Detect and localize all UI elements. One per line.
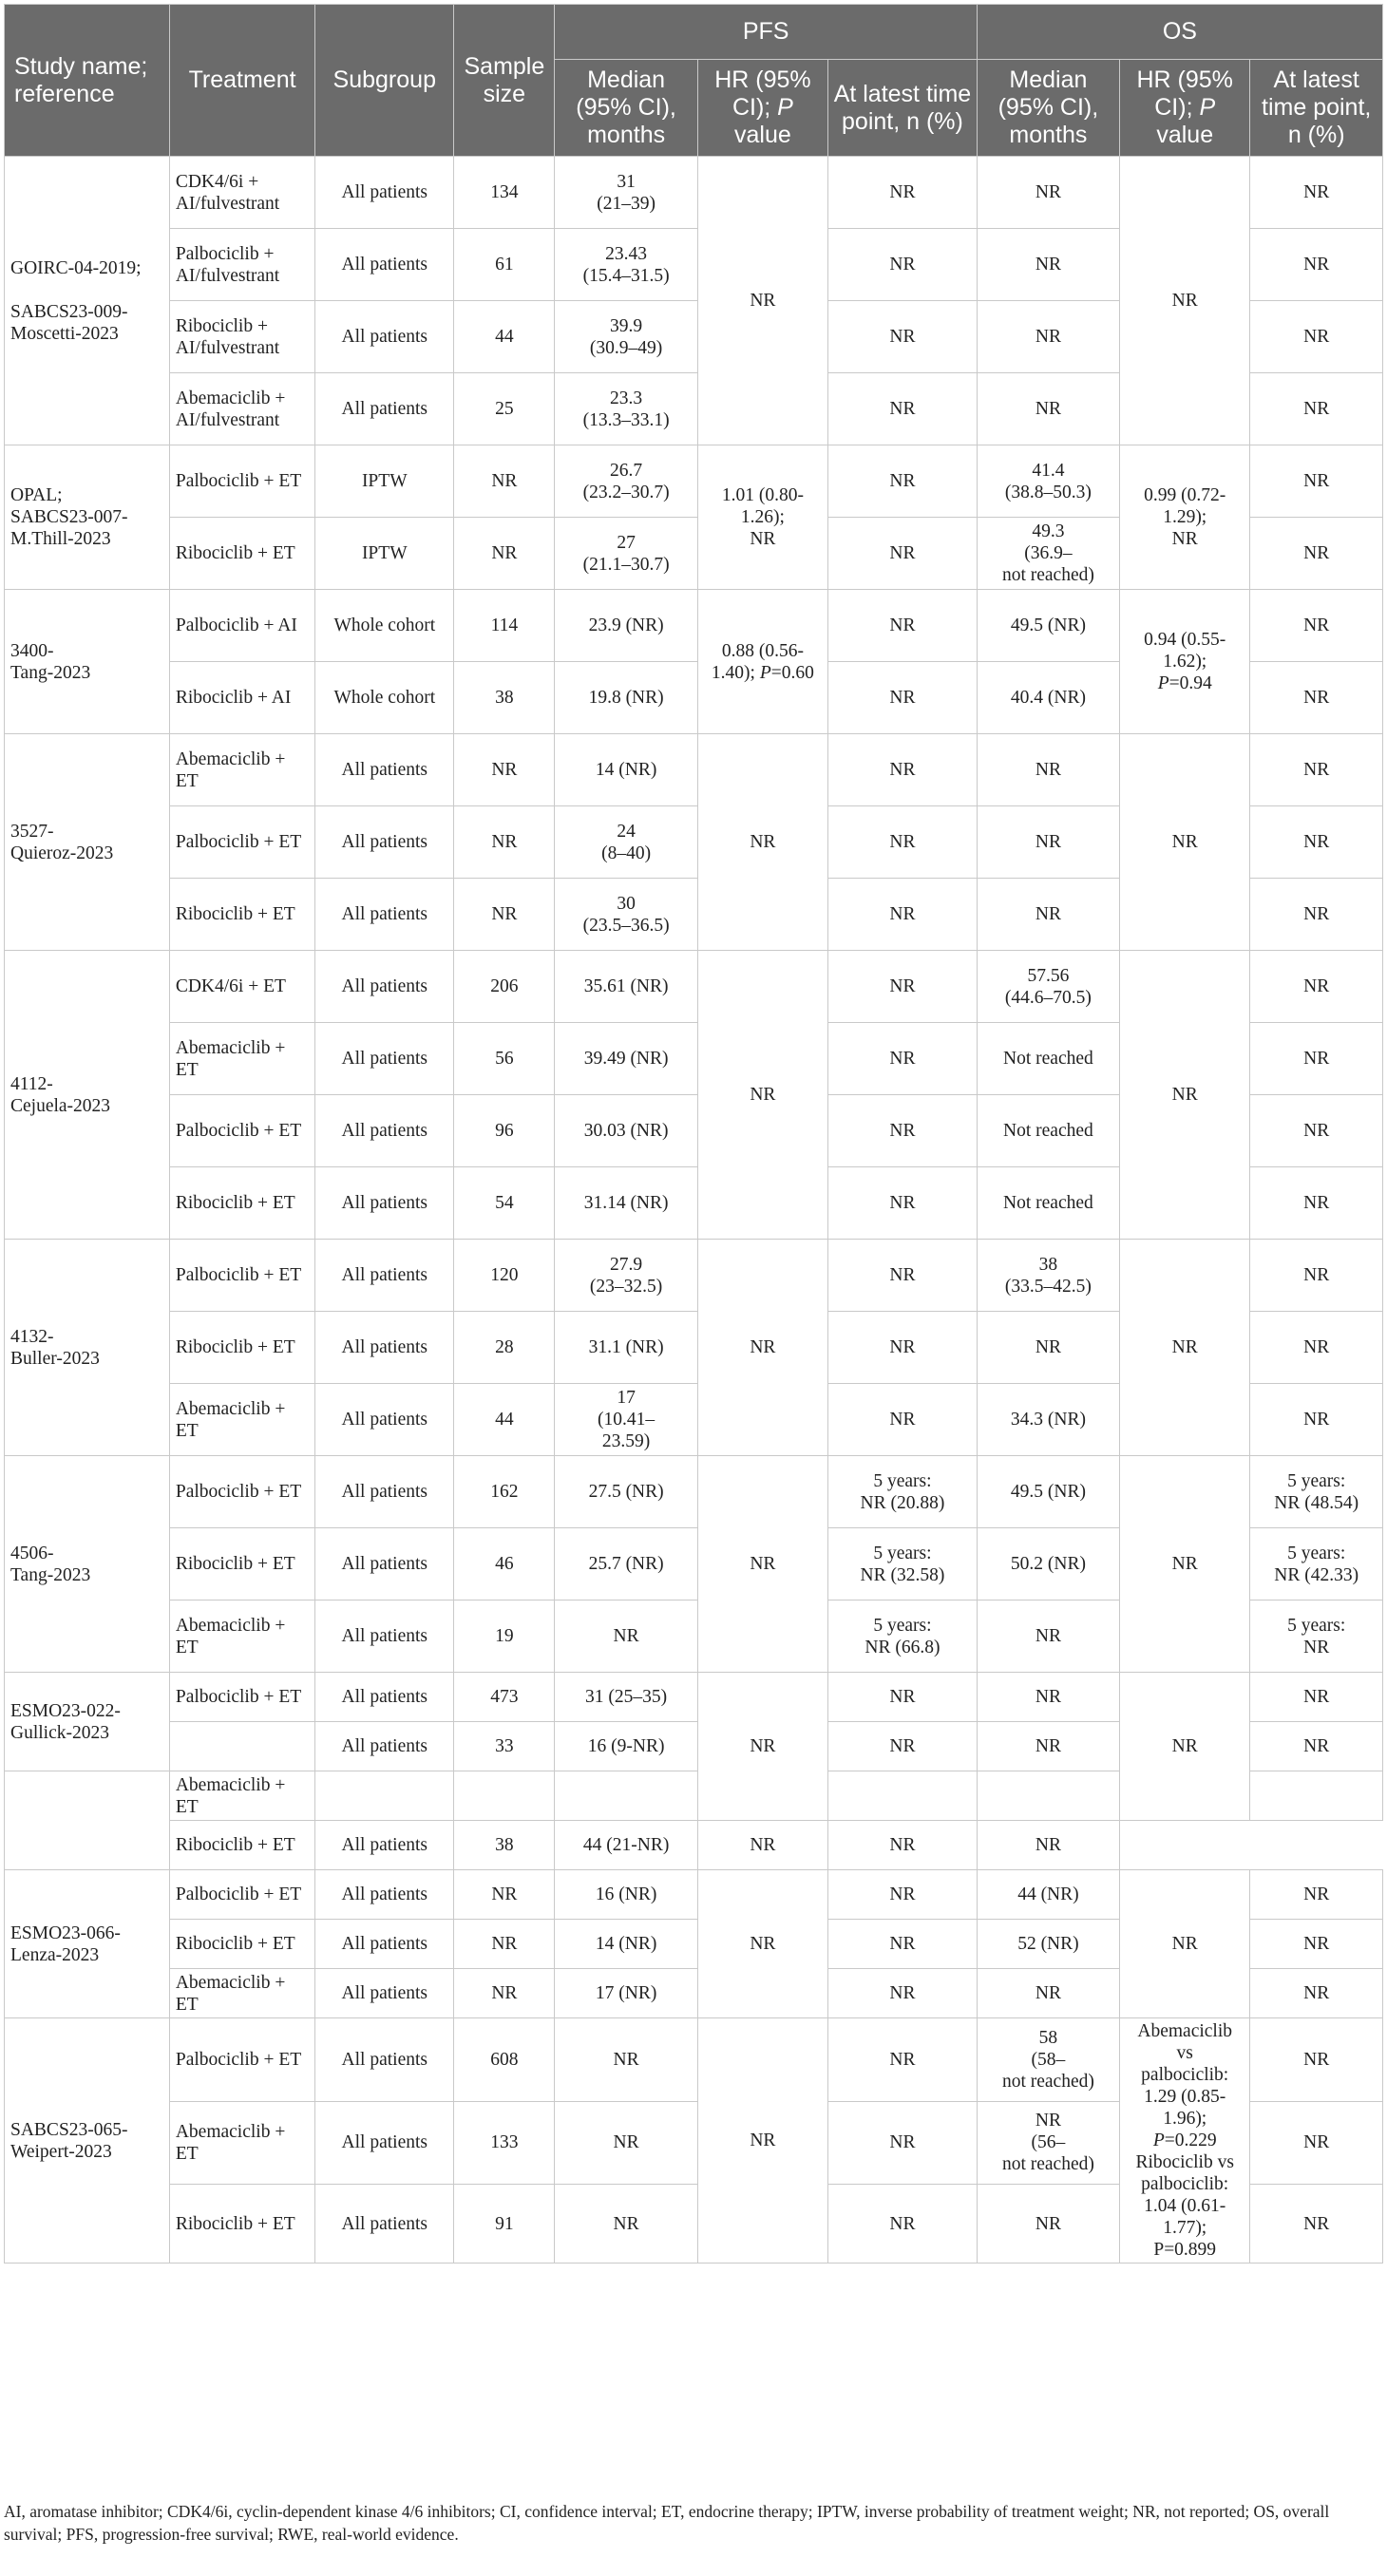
pfs-median-cell: NR: [555, 1601, 697, 1673]
header-os-hr: HR (95% CI); P value: [1120, 60, 1250, 157]
sample-size-cell: 38: [454, 662, 555, 734]
sample-size-cell: 54: [454, 1167, 555, 1240]
treatment-cell: CDK4/6i + ET: [169, 951, 314, 1023]
os-median-cell: NR: [977, 1969, 1119, 2018]
pfs-median-cell: 16 (9-NR): [555, 1722, 697, 1771]
os-median-cell: NR: [977, 157, 1119, 229]
study-name-cell: 4132- Buller-2023: [5, 1240, 170, 1456]
treatment-cell: Ribociclib + AI/fulvestrant: [169, 301, 314, 373]
subgroup-cell: All patients: [315, 373, 454, 445]
pfs-latest-cell: NR: [697, 1821, 827, 1870]
sample-size-cell: 46: [454, 1528, 555, 1601]
os-median-cell: NR: [977, 229, 1119, 301]
sample-size-cell: NR: [454, 734, 555, 806]
os-latest-cell: NR: [1250, 734, 1383, 806]
sample-size-cell: NR: [454, 518, 555, 590]
os-median-cell: 38 (33.5–42.5): [977, 1240, 1119, 1312]
os-median-cell: NR: [977, 734, 1119, 806]
pfs-median-cell: NR: [555, 2101, 697, 2185]
pfs-median-cell: 26.7 (23.2–30.7): [555, 445, 697, 518]
subgroup-cell: All patients: [315, 229, 454, 301]
pfs-latest-cell: 5 years: NR (20.88): [828, 1456, 978, 1528]
treatment-cell: Abemaciclib + ET: [169, 2101, 314, 2185]
table-row: [5, 1456, 1383, 1528]
sample-size-cell: NR: [454, 1969, 555, 2018]
pfs-median-cell: 23.3 (13.3–33.1): [555, 373, 697, 445]
os-hr-cell: 0.99 (0.72- 1.29); NR: [1120, 445, 1250, 590]
treatment-cell: Ribociclib + ET: [169, 518, 314, 590]
table-row: [5, 157, 1383, 229]
treatment-cell: Abemaciclib + ET: [169, 1601, 314, 1673]
subgroup-cell: All patients: [315, 1167, 454, 1240]
pfs-hr-cell: 1.01 (0.80- 1.26); NR: [697, 445, 827, 590]
footnote: AI, aromatase inhibitor; CDK4/6i, cyclin-dependent kinase 4/6 inhibitors; CI, confidence interval; ET, endocrine therapy; IPTW, inverse probability of treatment weight; NR, not reported; OS, overall survival; PFS, progression-free survival; RWE, real-world evidence.: [4, 2502, 1330, 2544]
subgroup-cell: All patients: [315, 1870, 454, 1920]
os-latest-cell: NR: [1250, 1384, 1383, 1456]
treatment-cell: Palbociclib + ET: [169, 806, 314, 879]
pfs-median-cell: 39.49 (NR): [555, 1023, 697, 1095]
sample-size-cell: 56: [454, 1023, 555, 1095]
pfs-hr-cell: NR: [697, 951, 827, 1240]
sample-size-cell: 608: [454, 2018, 555, 2102]
treatment-cell: Palbociclib + ET: [169, 2018, 314, 2102]
pfs-latest-cell: NR: [828, 1023, 978, 1095]
os-hr-cell: 0.94 (0.55- 1.62); P=0.94: [1120, 590, 1250, 734]
subgroup-cell: All patients: [315, 1456, 454, 1528]
pfs-median-cell: 17 (NR): [555, 1969, 697, 2018]
os-latest-cell: NR: [977, 1821, 1119, 1870]
pfs-latest-cell: NR: [828, 1167, 978, 1240]
os-latest-cell: NR: [1250, 1167, 1383, 1240]
pfs-median-cell: NR: [555, 2018, 697, 2102]
os-median-cell: NR: [977, 373, 1119, 445]
pfs-median-cell: 14 (NR): [555, 734, 697, 806]
header-pfs: PFS: [555, 5, 977, 60]
os-latest-cell: NR: [1250, 1095, 1383, 1167]
pfs-latest-cell: NR: [828, 1673, 978, 1722]
sample-size-cell: NR: [454, 879, 555, 951]
pfs-median-cell: 25.7 (NR): [555, 1528, 697, 1601]
os-hr-cell: NR: [1120, 1870, 1250, 2018]
pfs-latest-cell: NR: [828, 1312, 978, 1384]
treatment-cell: Palbociclib + ET: [169, 1673, 314, 1722]
subgroup-cell: All patients: [315, 1528, 454, 1601]
sample-size-cell: 28: [454, 1312, 555, 1384]
subgroup-cell: Whole cohort: [315, 662, 454, 734]
pfs-median-cell: 23.43 (15.4–31.5): [555, 229, 697, 301]
sample-size-cell: 134: [454, 157, 555, 229]
table-row: [5, 1673, 1383, 1722]
pfs-latest-cell: NR: [828, 734, 978, 806]
table-row: [5, 590, 1383, 662]
sample-size-cell: 162: [454, 1456, 555, 1528]
sample-size-cell: 120: [454, 1240, 555, 1312]
sample-size-cell: NR: [454, 445, 555, 518]
header-pfs-hr: HR (95% CI); P value: [697, 60, 827, 157]
subgroup-cell: All patients: [315, 1821, 454, 1870]
subgroup-cell: All patients: [315, 2101, 454, 2185]
treatment-cell: Abemaciclib + ET: [169, 1384, 314, 1456]
study-name-cell: 4506- Tang-2023: [5, 1456, 170, 1673]
pfs-median-cell: 16 (NR): [555, 1870, 697, 1920]
study-name-cell: [5, 1771, 170, 1870]
pfs-latest-cell: [828, 1771, 978, 1821]
treatment-cell: Abemaciclib + ET: [169, 1023, 314, 1095]
table-row: [5, 1240, 1383, 1312]
os-latest-cell: NR: [1250, 301, 1383, 373]
os-latest-cell: NR: [1250, 662, 1383, 734]
treatment-cell: Ribociclib + ET: [169, 879, 314, 951]
pfs-median-cell: 31 (25–35): [555, 1673, 697, 1722]
header-pfs-latest: At latest time point, n (%): [828, 60, 978, 157]
header-os-median: Median (95% CI), months: [977, 60, 1119, 157]
pfs-latest-cell: NR: [828, 2018, 978, 2102]
header-os-latest: At latest time point, n (%): [1250, 60, 1383, 157]
os-median-cell: 49.5 (NR): [977, 1456, 1119, 1528]
os-median-cell: 44 (NR): [977, 1870, 1119, 1920]
treatment-cell: Ribociclib + ET: [169, 2185, 314, 2263]
treatment-cell: Palbociclib + AI: [169, 590, 314, 662]
study-name-cell: SABCS23-065- Weipert-2023: [5, 2018, 170, 2263]
pfs-latest-cell: NR: [828, 1095, 978, 1167]
os-median-cell: NR: [977, 301, 1119, 373]
pfs-median-cell: 27.5 (NR): [555, 1456, 697, 1528]
pfs-median-cell: 31.14 (NR): [555, 1167, 697, 1240]
os-latest-cell: 5 years: NR: [1250, 1601, 1383, 1673]
os-latest-cell: NR: [1250, 1969, 1383, 2018]
pfs-median-cell: 24 (8–40): [555, 806, 697, 879]
treatment-cell: Ribociclib + ET: [169, 1167, 314, 1240]
subgroup-cell: All patients: [315, 1312, 454, 1384]
os-latest-cell: NR: [1250, 1673, 1383, 1722]
subgroup-cell: All patients: [315, 1969, 454, 2018]
os-median-cell: NR: [977, 1601, 1119, 1673]
sample-size-cell: 133: [454, 2101, 555, 2185]
os-median-cell: 58 (58– not reached): [977, 2018, 1119, 2102]
subgroup-cell: All patients: [315, 951, 454, 1023]
subgroup-cell: All patients: [315, 1722, 454, 1771]
os-latest-cell: NR: [1250, 879, 1383, 951]
os-hr-cell: NR: [1120, 1240, 1250, 1456]
sample-size-cell: 38: [454, 1821, 555, 1870]
pfs-median-cell: 14 (NR): [555, 1920, 697, 1969]
subgroup-cell: Whole cohort: [315, 590, 454, 662]
pfs-median-cell: 30 (23.5–36.5): [555, 879, 697, 951]
table-row: [5, 1870, 1383, 1920]
pfs-latest-cell: NR: [828, 951, 978, 1023]
pfs-median-cell: 23.9 (NR): [555, 590, 697, 662]
treatment-cell: Abemaciclib + ET: [169, 734, 314, 806]
subgroup-cell: All patients: [315, 1384, 454, 1456]
pfs-median-cell: 39.9 (30.9–49): [555, 301, 697, 373]
pfs-latest-cell: NR: [828, 373, 978, 445]
subgroup-cell: All patients: [315, 1095, 454, 1167]
treatment-cell: Ribociclib + ET: [169, 1920, 314, 1969]
os-latest-cell: NR: [1250, 1240, 1383, 1312]
pfs-latest-cell: NR: [828, 1240, 978, 1312]
table-row: [5, 951, 1383, 1023]
os-median-cell: 49.5 (NR): [977, 590, 1119, 662]
pfs-latest-cell: 5 years: NR (32.58): [828, 1528, 978, 1601]
subgroup-cell: All patients: [315, 157, 454, 229]
subgroup-cell: All patients: [315, 1673, 454, 1722]
study-name-cell: 3400- Tang-2023: [5, 590, 170, 734]
treatment-cell: Palbociclib + ET: [169, 1095, 314, 1167]
treatment-cell: Palbociclib + ET: [169, 1870, 314, 1920]
pfs-median-cell: 27 (21.1–30.7): [555, 518, 697, 590]
treatment-cell: [169, 1722, 314, 1771]
os-median-cell: NR (56– not reached): [977, 2101, 1119, 2185]
os-median-cell: 49.3 (36.9– not reached): [977, 518, 1119, 590]
table-row: [5, 1821, 1383, 1870]
header-subgroup: Subgroup: [315, 5, 454, 157]
treatment-cell: Ribociclib + ET: [169, 1821, 314, 1870]
os-hr-cell: NR: [1120, 1673, 1250, 1821]
pfs-latest-cell: NR: [828, 1870, 978, 1920]
pfs-median-cell: 31 (21–39): [555, 157, 697, 229]
pfs-latest-cell: NR: [828, 301, 978, 373]
pfs-hr-cell: 0.88 (0.56- 1.40); P=0.60: [697, 590, 827, 734]
pfs-hr-cell: NR: [697, 2018, 827, 2263]
os-median-cell: NR: [977, 1722, 1119, 1771]
os-median-cell: 50.2 (NR): [977, 1528, 1119, 1601]
os-latest-cell: NR: [1250, 951, 1383, 1023]
os-latest-cell: NR: [1250, 229, 1383, 301]
treatment-cell: Ribociclib + ET: [169, 1528, 314, 1601]
os-median-cell: Not reached: [977, 1023, 1119, 1095]
treatment-cell: Ribociclib + ET: [169, 1312, 314, 1384]
pfs-hr-cell: NR: [697, 1240, 827, 1456]
pfs-median-cell: 30.03 (NR): [555, 1095, 697, 1167]
pfs-latest-cell: NR: [828, 518, 978, 590]
sample-size-cell: [454, 1771, 555, 1821]
os-median-cell: 34.3 (NR): [977, 1384, 1119, 1456]
sample-size-cell: 114: [454, 590, 555, 662]
pfs-latest-cell: NR: [828, 445, 978, 518]
pfs-latest-cell: NR: [828, 1920, 978, 1969]
os-hr-cell: Abemaciclib vs palbociclib: 1.29 (0.85- 1.96); P=0.229 Ribociclib vs palbociclib: 1.04 (0.61- 1.77); P=0.899: [1120, 2018, 1250, 2263]
sample-size-cell: NR: [454, 1870, 555, 1920]
os-latest-cell: NR: [1250, 373, 1383, 445]
table-row: [5, 2018, 1383, 2102]
subgroup-cell: All patients: [315, 1920, 454, 1969]
os-hr-cell: NR: [1120, 157, 1250, 445]
os-median-cell: NR: [977, 806, 1119, 879]
pfs-latest-cell: NR: [828, 157, 978, 229]
os-median-cell: NR: [977, 2185, 1119, 2263]
treatment-cell: Palbociclib + ET: [169, 445, 314, 518]
os-hr-cell: NR: [1120, 1456, 1250, 1673]
study-name-cell: ESMO23-022- Gullick-2023: [5, 1673, 170, 1771]
sample-size-cell: NR: [454, 1920, 555, 1969]
subgroup-cell: IPTW: [315, 445, 454, 518]
os-median-cell: 57.56 (44.6–70.5): [977, 951, 1119, 1023]
treatment-cell: Abemaciclib + ET: [169, 1969, 314, 2018]
os-median-cell: 40.4 (NR): [977, 662, 1119, 734]
treatment-cell: Palbociclib + ET: [169, 1456, 314, 1528]
os-latest-cell: NR: [1250, 1920, 1383, 1969]
subgroup-cell: All patients: [315, 301, 454, 373]
pfs-latest-cell: NR: [828, 590, 978, 662]
pfs-median-cell: [555, 1771, 697, 1821]
subgroup-cell: All patients: [315, 734, 454, 806]
subgroup-cell: All patients: [315, 1023, 454, 1095]
table-body: [5, 157, 1383, 2263]
subgroup-cell: All patients: [315, 1601, 454, 1673]
table-row: [5, 445, 1383, 518]
os-latest-cell: NR: [1250, 1023, 1383, 1095]
pfs-latest-cell: NR: [828, 662, 978, 734]
table-row: [5, 734, 1383, 806]
sample-size-cell: 25: [454, 373, 555, 445]
pfs-latest-cell: NR: [828, 806, 978, 879]
os-median-cell: NR: [977, 1673, 1119, 1722]
sample-size-cell: 33: [454, 1722, 555, 1771]
os-latest-cell: NR: [1250, 1312, 1383, 1384]
pfs-latest-cell: 5 years: NR (66.8): [828, 1601, 978, 1673]
os-median-cell: [977, 1771, 1119, 1821]
pfs-median-cell: 35.61 (NR): [555, 951, 697, 1023]
pfs-latest-cell: NR: [828, 2185, 978, 2263]
pfs-median-cell: 27.9 (23–32.5): [555, 1240, 697, 1312]
pfs-median-cell: NR: [555, 2185, 697, 2263]
treatment-cell: Abemaciclib + AI/fulvestrant: [169, 373, 314, 445]
sample-size-cell: NR: [454, 806, 555, 879]
os-hr-cell: NR: [1120, 734, 1250, 951]
pfs-hr-cell: NR: [697, 1456, 827, 1673]
sample-size-cell: 473: [454, 1673, 555, 1722]
sample-size-cell: 44: [454, 301, 555, 373]
os-latest-cell: NR: [1250, 590, 1383, 662]
header-sample-size: Sample size: [454, 5, 555, 157]
pfs-latest-cell: NR: [828, 229, 978, 301]
study-name-cell: ESMO23-066- Lenza-2023: [5, 1870, 170, 2018]
study-name-cell: GOIRC-04-2019; SABCS23-009-Moscetti-2023: [5, 157, 170, 445]
pfs-median-cell: 19.8 (NR): [555, 662, 697, 734]
os-median-cell: Not reached: [977, 1095, 1119, 1167]
pfs-latest-cell: NR: [828, 1969, 978, 2018]
pfs-hr-cell: NR: [697, 734, 827, 951]
os-latest-cell: 5 years: NR (42.33): [1250, 1528, 1383, 1601]
os-latest-cell: NR: [1250, 518, 1383, 590]
subgroup-cell: All patients: [315, 2185, 454, 2263]
results-table: [4, 4, 1383, 2263]
subgroup-cell: All patients: [315, 2018, 454, 2102]
os-median-cell: NR: [977, 1312, 1119, 1384]
os-latest-cell: NR: [1250, 2185, 1383, 2263]
os-median-cell: 52 (NR): [977, 1920, 1119, 1969]
os-median-cell: Not reached: [977, 1167, 1119, 1240]
subgroup-cell: [315, 1771, 454, 1821]
os-latest-cell: NR: [1250, 445, 1383, 518]
pfs-median-cell: 17 (10.41– 23.59): [555, 1384, 697, 1456]
os-latest-cell: NR: [1250, 2101, 1383, 2185]
sample-size-cell: 61: [454, 229, 555, 301]
study-name-cell: 4112- Cejuela-2023: [5, 951, 170, 1240]
treatment-cell: Palbociclib + AI/fulvestrant: [169, 229, 314, 301]
os-latest-cell: NR: [1250, 806, 1383, 879]
os-median-cell: NR: [828, 1821, 978, 1870]
os-latest-cell: NR: [1250, 1870, 1383, 1920]
study-name-cell: 3527- Quieroz-2023: [5, 734, 170, 951]
treatment-cell: Palbociclib + ET: [169, 1240, 314, 1312]
pfs-median-cell: 44 (21-NR): [555, 1821, 697, 1870]
pfs-latest-cell: NR: [828, 2101, 978, 2185]
subgroup-cell: All patients: [315, 806, 454, 879]
treatment-cell: Abemaciclib + ET: [169, 1771, 314, 1821]
pfs-hr-cell: NR: [697, 157, 827, 445]
sample-size-cell: 19: [454, 1601, 555, 1673]
pfs-hr-cell: NR: [697, 1673, 827, 1821]
pfs-hr-cell: NR: [697, 1870, 827, 2018]
header-pfs-median: Median (95% CI), months: [555, 60, 697, 157]
table-wrapper: [4, 4, 1383, 2263]
os-latest-cell: 5 years: NR (48.54): [1250, 1456, 1383, 1528]
sample-size-cell: 206: [454, 951, 555, 1023]
os-latest-cell: NR: [1250, 157, 1383, 229]
sample-size-cell: 96: [454, 1095, 555, 1167]
header-treatment: Treatment: [169, 5, 314, 157]
subgroup-cell: All patients: [315, 879, 454, 951]
pfs-median-cell: 31.1 (NR): [555, 1312, 697, 1384]
os-median-cell: NR: [977, 879, 1119, 951]
pfs-latest-cell: NR: [828, 879, 978, 951]
os-median-cell: 41.4 (38.8–50.3): [977, 445, 1119, 518]
os-latest-cell: [1250, 1771, 1383, 1821]
study-name-cell: OPAL; SABCS23-007-M.Thill-2023: [5, 445, 170, 590]
header-os: OS: [977, 5, 1382, 60]
subgroup-cell: All patients: [315, 1240, 454, 1312]
sample-size-cell: 91: [454, 2185, 555, 2263]
os-latest-cell: NR: [1250, 1722, 1383, 1771]
treatment-cell: Ribociclib + AI: [169, 662, 314, 734]
pfs-latest-cell: NR: [828, 1722, 978, 1771]
subgroup-cell: IPTW: [315, 518, 454, 590]
header-study: Study name; reference: [5, 5, 170, 157]
os-hr-cell: NR: [1120, 951, 1250, 1240]
pfs-latest-cell: NR: [828, 1384, 978, 1456]
treatment-cell: CDK4/6i + AI/fulvestrant: [169, 157, 314, 229]
os-latest-cell: NR: [1250, 2018, 1383, 2102]
sample-size-cell: 44: [454, 1384, 555, 1456]
